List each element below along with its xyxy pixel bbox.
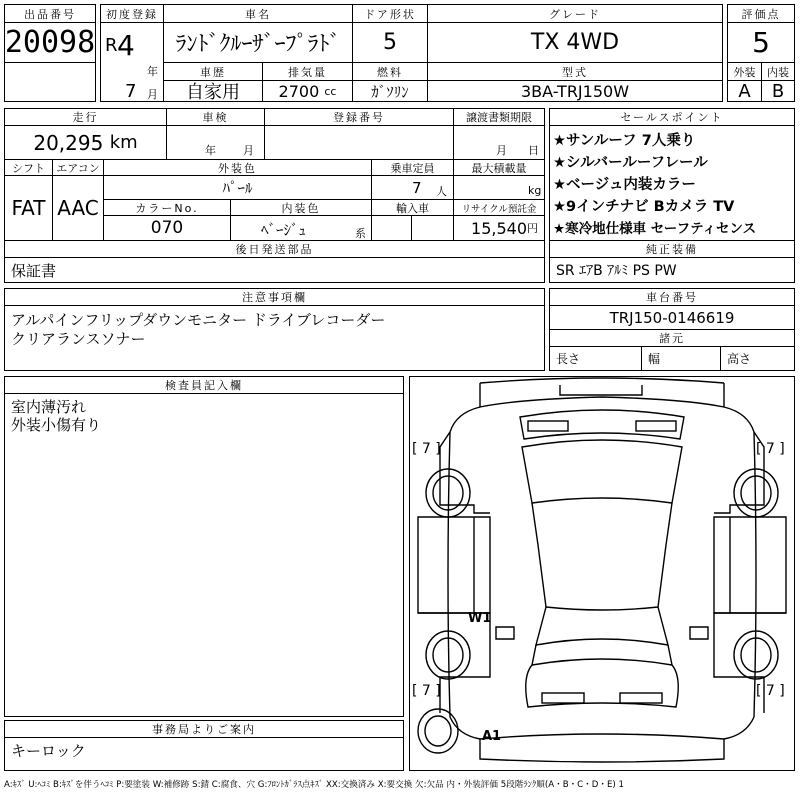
sales-points-box	[549, 125, 795, 241]
fuel-label: 燃料	[352, 62, 428, 81]
office-label: 事務局よりご案内	[4, 720, 404, 738]
plate-label: 登録番号	[264, 108, 454, 126]
headlamp-right	[620, 693, 662, 703]
displacement-unit: cc	[324, 84, 337, 98]
damage-mark-a1: A1	[482, 729, 502, 744]
capacity-unit: 人	[436, 185, 447, 198]
interior-color-label: 内装色	[230, 199, 372, 216]
roof	[532, 503, 672, 610]
first-registration-label: 初度登録	[100, 4, 164, 23]
plate-cell	[264, 125, 454, 160]
aircon-label: エアコン	[52, 159, 104, 176]
rear-garnish	[560, 385, 642, 395]
shift-label: シフト	[4, 159, 53, 176]
right-rear-door	[714, 517, 786, 613]
sales-point-2: ★シルバールーフレール	[553, 155, 708, 171]
lot-number-label: 出品番号	[4, 4, 96, 23]
interior-score-label: 内装	[761, 62, 795, 81]
import-cell-b	[411, 215, 454, 241]
max-load-label: 最大積載量	[453, 159, 545, 176]
capacity-cell	[371, 175, 454, 200]
tire-mark-front-left: [ 7 ]	[412, 683, 441, 699]
registration-year: 4	[117, 29, 135, 62]
recycle-cell	[453, 215, 545, 241]
car-name-label: 車名	[163, 4, 353, 23]
month-unit: 月	[147, 88, 158, 101]
hood	[526, 665, 679, 707]
office-note: キーロック	[4, 737, 404, 771]
exterior-score: A	[727, 80, 762, 102]
mileage-label: 走行	[4, 108, 167, 126]
rear-left-fender	[440, 407, 480, 477]
color-number-label: カラーNo.	[103, 199, 231, 216]
tailgate-top	[520, 410, 684, 439]
inspector-label: 検査員記入欄	[4, 376, 404, 394]
later-parts: 保証書	[4, 257, 545, 283]
windshield-top	[536, 607, 668, 645]
recycle-label: リサイクル預託金	[453, 199, 545, 216]
recycle-fee: 15,540	[471, 218, 527, 238]
history: 自家用	[163, 80, 263, 102]
displacement-label: 排気量	[262, 62, 353, 81]
car-diagram	[410, 377, 794, 770]
front-right-corner	[724, 717, 754, 739]
grade-label: グレード	[427, 4, 723, 23]
inspection-month-unit: 月	[243, 144, 254, 157]
interior-color-cell	[230, 215, 372, 241]
inspector-line-2: 外装小傷有り	[11, 416, 102, 434]
right-side-outer	[754, 432, 756, 717]
windshield	[532, 645, 672, 665]
left-mirror	[496, 627, 514, 639]
sales-points-label: セールスポイント	[549, 108, 795, 126]
interior-score: B	[761, 80, 795, 102]
spare-tire-inner	[425, 716, 451, 746]
capacity: 7	[412, 179, 422, 197]
height-label: 高さ	[720, 346, 795, 371]
sales-point-4: ★9インチナビ Bカメラ TV	[553, 199, 735, 215]
damage-mark-w1: W1	[468, 611, 492, 626]
left-side-outer	[448, 432, 450, 717]
car-diagram-panel	[409, 376, 795, 771]
notes-label: 注意事項欄	[4, 288, 545, 306]
equipment: SR ｴｱB ｱﾙﾐ PS PW	[549, 257, 795, 283]
registration-month: 7	[125, 81, 137, 102]
headlamp-left	[542, 693, 584, 703]
transfer-docs-cell	[453, 125, 545, 160]
transfer-day-unit: 日	[528, 144, 539, 157]
interior-color-unit: 系	[355, 227, 366, 240]
later-parts-label: 後日発送部品	[4, 240, 545, 258]
sales-point-3: ★ベージュ内装カラー	[553, 177, 696, 193]
inspector-box	[4, 393, 404, 717]
max-load-unit: kg	[528, 184, 542, 197]
notes-line-1: アルパインフリップダウンモニター ドライブレコーダー	[11, 311, 386, 329]
interior-color: ﾍﾞｰｼﾞｭ	[261, 221, 307, 239]
body-color: ﾊﾟｰﾙ	[103, 175, 372, 200]
fuel: ｶﾞｿﾘﾝ	[352, 80, 428, 102]
inspector-line-1: 室内薄汚れ	[11, 398, 87, 416]
lot-blank-cell	[4, 62, 96, 102]
length-label: 長さ	[549, 346, 642, 371]
inspection-year-unit: 年	[205, 144, 216, 157]
import-cell-a	[371, 215, 412, 241]
era: R	[105, 35, 118, 56]
rear-lamp-right	[636, 421, 676, 431]
sales-point-1: ★サンルーフ 7人乗り	[553, 133, 696, 149]
rear-window	[522, 440, 682, 503]
year-unit: 年	[147, 65, 158, 78]
right-mirror	[690, 627, 708, 639]
chassis-number: TRJ150-0146619	[549, 305, 795, 330]
sales-point-5: ★寒冷地仕様車 セーフティセンス	[553, 221, 757, 237]
max-load-cell	[453, 175, 545, 200]
notes-line-2: クリアランスソナー	[11, 330, 146, 348]
width-label: 幅	[641, 346, 721, 371]
legend: A:ｷｽﾞ U:ﾍｺﾐ B:ｷｽﾞを伴うﾍｺﾐ P:要塗装 W:補修跡 S:錆 C:腐食、穴 G:ﾌﾛﾝﾄｶﾞﾗｽ点ｷｽﾞ XX:交換済み X:要交換 欠:欠品 内・外装評価 5段階ﾗﾝｸ順(A・B・C・D・E) 1	[4, 780, 624, 790]
equipment-label: 純正装備	[549, 240, 795, 258]
chassis-label: 車台番号	[549, 288, 795, 306]
car-name: ﾗﾝﾄﾞｸﾙｰｻﾞｰﾌﾟﾗﾄﾞ	[163, 22, 353, 63]
score-label: 評価点	[727, 4, 795, 23]
lot-number: 20098	[4, 22, 96, 63]
rear-lamp-left	[528, 421, 568, 431]
front-bumper	[480, 734, 724, 762]
inspection-cell	[166, 125, 265, 160]
door-count: 5	[352, 22, 428, 63]
model-label: 型式	[427, 62, 723, 81]
displacement-cell	[262, 80, 353, 102]
tire-mark-rear-left: [ 7 ]	[412, 441, 441, 457]
exterior-score-label: 外装	[727, 62, 762, 81]
mileage-unit: km	[109, 132, 138, 153]
mileage-cell	[4, 125, 167, 160]
transfer-month-unit: 月	[496, 144, 507, 157]
displacement: 2700	[278, 81, 320, 101]
tire-mark-rear-right: [ 7 ]	[756, 441, 785, 457]
color-number: 070	[103, 215, 231, 241]
first-registration-cell	[100, 22, 164, 102]
recycle-unit: 円	[527, 222, 538, 235]
history-label: 車歴	[163, 62, 263, 81]
body-color-label: 外装色	[103, 159, 372, 176]
door-type-label: ドア形状	[352, 4, 428, 23]
mileage: 20,295	[33, 130, 104, 155]
model-code: 3BA-TRJ150W	[427, 80, 723, 102]
notes-box	[4, 305, 545, 371]
tire-mark-front-right: [ 7 ]	[756, 683, 785, 699]
capacity-label: 乗車定員	[371, 159, 454, 176]
inspection-label: 車検	[166, 108, 265, 126]
aircon: AAC	[52, 175, 104, 241]
front-left-corner	[450, 717, 480, 739]
dims-label: 諸元	[549, 329, 795, 347]
shift: FAT	[4, 175, 53, 241]
overall-score: 5	[727, 22, 795, 63]
import-label: 輸入車	[371, 199, 454, 216]
grade: TX 4WD	[427, 22, 723, 63]
rear-outline	[480, 378, 724, 383]
left-rear-door	[418, 517, 490, 613]
transfer-docs-label: 譲渡書類期限	[453, 108, 545, 126]
